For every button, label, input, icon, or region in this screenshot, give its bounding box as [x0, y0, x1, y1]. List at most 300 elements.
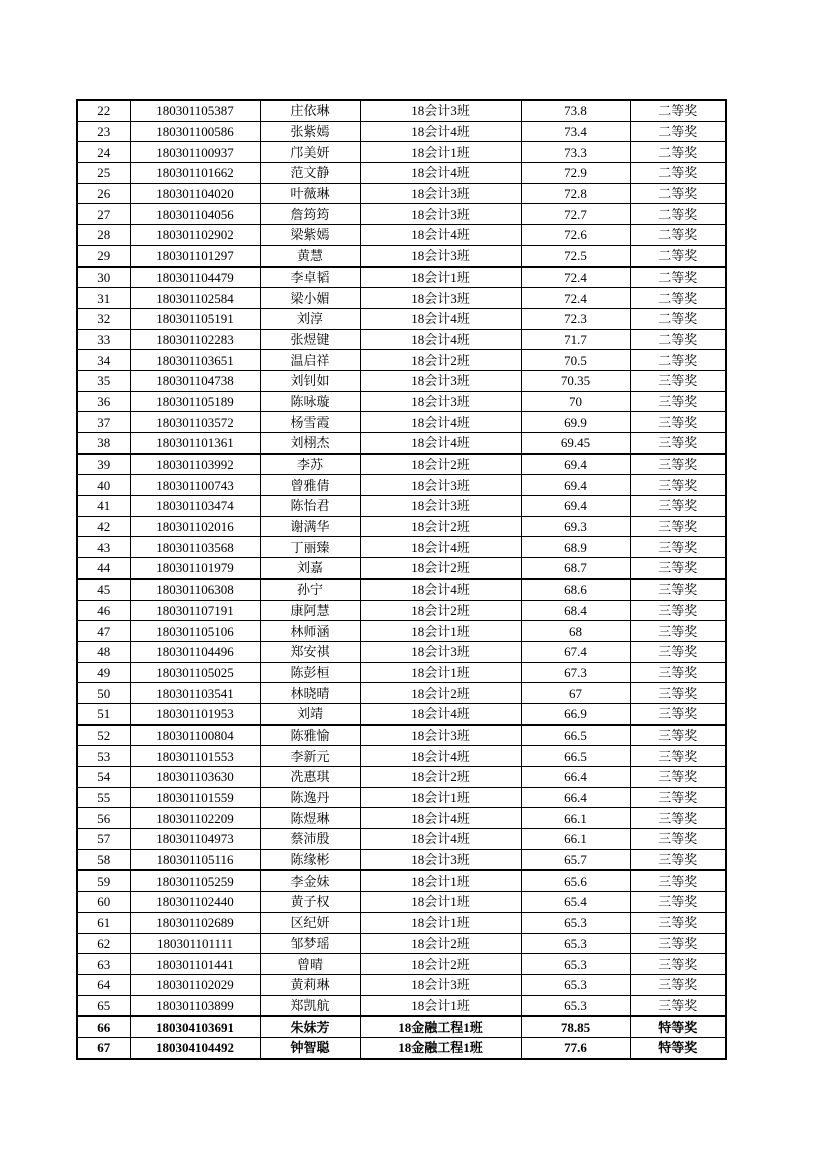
award-cell: 三等奖: [630, 808, 726, 829]
name-cell: 区纪妍: [260, 912, 360, 933]
student-id-cell: 180301103474: [130, 496, 260, 517]
score-cell: 73.8: [521, 100, 630, 121]
table-row: [77, 808, 726, 829]
award-cell: 二等奖: [630, 225, 726, 246]
class-cell: 18金融工程1班: [360, 1016, 521, 1037]
rank-cell: 65: [77, 995, 130, 1016]
score-cell: 66.5: [521, 746, 630, 767]
name-cell: 梁小媚: [260, 288, 360, 309]
score-cell: 65.4: [521, 892, 630, 913]
student-id-cell: 180301104020: [130, 183, 260, 204]
name-cell: 刘淳: [260, 308, 360, 329]
class-cell: 18会计4班: [360, 746, 521, 767]
score-cell: 72.4: [521, 288, 630, 309]
student-id-cell: 180301103568: [130, 537, 260, 558]
class-cell: 18会计1班: [360, 662, 521, 683]
table-row: [77, 746, 726, 767]
rank-cell: 53: [77, 746, 130, 767]
class-cell: 18会计1班: [360, 621, 521, 642]
class-cell: 18会计1班: [360, 142, 521, 163]
rank-cell: 24: [77, 142, 130, 163]
rank-cell: 25: [77, 163, 130, 184]
class-cell: 18会计3班: [360, 183, 521, 204]
class-cell: 18会计4班: [360, 163, 521, 184]
table-row: [77, 267, 726, 288]
rank-cell: 56: [77, 808, 130, 829]
rank-cell: 35: [77, 370, 130, 391]
class-cell: 18会计4班: [360, 225, 521, 246]
name-cell: 刘钊如: [260, 370, 360, 391]
student-id-cell: 180301107191: [130, 600, 260, 621]
rank-cell: 50: [77, 683, 130, 704]
table-row: [77, 391, 726, 412]
class-cell: 18会计4班: [360, 537, 521, 558]
name-cell: 陈逸丹: [260, 787, 360, 808]
award-cell: 三等奖: [630, 454, 726, 475]
table-row: [77, 849, 726, 870]
table-row: [77, 475, 726, 496]
table-row: [77, 621, 726, 642]
class-cell: 18会计2班: [360, 516, 521, 537]
score-cell: 71.7: [521, 329, 630, 350]
student-id-cell: 180301101111: [130, 933, 260, 954]
score-cell: 72.7: [521, 204, 630, 225]
student-id-cell: 180301101441: [130, 954, 260, 975]
score-cell: 66.5: [521, 725, 630, 746]
score-cell: 66.4: [521, 787, 630, 808]
student-id-cell: 180301102689: [130, 912, 260, 933]
award-cell: 三等奖: [630, 912, 726, 933]
award-cell: 二等奖: [630, 163, 726, 184]
rank-cell: 48: [77, 641, 130, 662]
table-row: [77, 703, 726, 724]
score-cell: 65.3: [521, 974, 630, 995]
name-cell: 陈彭桓: [260, 662, 360, 683]
score-cell: 68.9: [521, 537, 630, 558]
rank-cell: 62: [77, 933, 130, 954]
award-cell: 三等奖: [630, 954, 726, 975]
table-row: [77, 912, 726, 933]
award-cell: 三等奖: [630, 683, 726, 704]
class-cell: 18会计4班: [360, 808, 521, 829]
score-cell: 69.4: [521, 475, 630, 496]
name-cell: 范文静: [260, 163, 360, 184]
score-cell: 70.35: [521, 370, 630, 391]
award-cell: 三等奖: [630, 725, 726, 746]
rank-cell: 59: [77, 870, 130, 891]
class-cell: 18会计3班: [360, 245, 521, 266]
name-cell: 黄子权: [260, 892, 360, 913]
award-cell: 三等奖: [630, 579, 726, 600]
name-cell: 陈煜琳: [260, 808, 360, 829]
class-cell: 18会计2班: [360, 454, 521, 475]
table-row: [77, 454, 726, 475]
table-row: [77, 787, 726, 808]
award-cell: 二等奖: [630, 142, 726, 163]
student-id-cell: 180301102584: [130, 288, 260, 309]
score-cell: 65.3: [521, 954, 630, 975]
table-row: [77, 433, 726, 454]
rank-cell: 29: [77, 245, 130, 266]
table-row: [77, 142, 726, 163]
table-row: [77, 496, 726, 517]
score-cell: 72.4: [521, 267, 630, 288]
award-cell: 三等奖: [630, 370, 726, 391]
class-cell: 18会计3班: [360, 204, 521, 225]
student-id-cell: 180301102440: [130, 892, 260, 913]
student-id-cell: 180301104056: [130, 204, 260, 225]
score-cell: 66.1: [521, 829, 630, 850]
rank-cell: 54: [77, 767, 130, 788]
table-row: [77, 163, 726, 184]
name-cell: 蔡沛殷: [260, 829, 360, 850]
award-cell: 二等奖: [630, 350, 726, 371]
score-cell: 66.1: [521, 808, 630, 829]
award-cell: 三等奖: [630, 433, 726, 454]
name-cell: 李卓韬: [260, 267, 360, 288]
table-row: [77, 579, 726, 600]
class-cell: 18会计3班: [360, 475, 521, 496]
table-row: [77, 204, 726, 225]
award-cell: 三等奖: [630, 516, 726, 537]
award-cell: 三等奖: [630, 537, 726, 558]
student-id-cell: 180301101953: [130, 703, 260, 724]
rank-cell: 47: [77, 621, 130, 642]
student-id-cell: 180301102029: [130, 974, 260, 995]
class-cell: 18会计4班: [360, 433, 521, 454]
name-cell: 刘栩杰: [260, 433, 360, 454]
student-id-cell: 180301106308: [130, 579, 260, 600]
score-cell: 69.3: [521, 516, 630, 537]
class-cell: 18会计4班: [360, 308, 521, 329]
rank-cell: 36: [77, 391, 130, 412]
award-cell: 二等奖: [630, 267, 726, 288]
score-cell: 69.4: [521, 454, 630, 475]
score-cell: 69.45: [521, 433, 630, 454]
class-cell: 18会计3班: [360, 496, 521, 517]
student-id-cell: 180301105259: [130, 870, 260, 891]
class-cell: 18会计1班: [360, 892, 521, 913]
rank-cell: 57: [77, 829, 130, 850]
class-cell: 18会计2班: [360, 558, 521, 579]
score-cell: 70.5: [521, 350, 630, 371]
table-row: [77, 1037, 726, 1058]
rank-cell: 64: [77, 974, 130, 995]
table-row: [77, 641, 726, 662]
award-cell: 三等奖: [630, 995, 726, 1016]
table-row: [77, 183, 726, 204]
table-row: [77, 662, 726, 683]
table-row: [77, 329, 726, 350]
class-cell: 18会计3班: [360, 641, 521, 662]
class-cell: 18会计4班: [360, 829, 521, 850]
score-cell: 77.6: [521, 1037, 630, 1058]
rank-cell: 23: [77, 121, 130, 142]
rank-cell: 51: [77, 703, 130, 724]
name-cell: 张紫嫣: [260, 121, 360, 142]
rank-cell: 38: [77, 433, 130, 454]
student-id-cell: 180301105387: [130, 100, 260, 121]
student-id-cell: 180301102283: [130, 329, 260, 350]
name-cell: 张煜键: [260, 329, 360, 350]
table-row: [77, 1016, 726, 1037]
rank-cell: 41: [77, 496, 130, 517]
rank-cell: 26: [77, 183, 130, 204]
name-cell: 冼惠琪: [260, 767, 360, 788]
award-cell: 三等奖: [630, 849, 726, 870]
student-id-cell: 180301105106: [130, 621, 260, 642]
rank-cell: 52: [77, 725, 130, 746]
name-cell: 孙宁: [260, 579, 360, 600]
student-id-cell: 180301102902: [130, 225, 260, 246]
score-cell: 72.3: [521, 308, 630, 329]
student-id-cell: 180301100743: [130, 475, 260, 496]
score-cell: 68.4: [521, 600, 630, 621]
award-cell: 三等奖: [630, 746, 726, 767]
class-cell: 18会计3班: [360, 391, 521, 412]
score-cell: 68: [521, 621, 630, 642]
name-cell: 曾雅倩: [260, 475, 360, 496]
class-cell: 18会计2班: [360, 933, 521, 954]
name-cell: 黄慧: [260, 245, 360, 266]
score-cell: 78.85: [521, 1016, 630, 1037]
name-cell: 郑凯航: [260, 995, 360, 1016]
table-row: [77, 370, 726, 391]
student-id-cell: 180301103899: [130, 995, 260, 1016]
rank-cell: 66: [77, 1016, 130, 1037]
award-cell: 三等奖: [630, 412, 726, 433]
award-cell: 三等奖: [630, 641, 726, 662]
name-cell: 陈咏璇: [260, 391, 360, 412]
rank-cell: 27: [77, 204, 130, 225]
name-cell: 钟智聪: [260, 1037, 360, 1058]
class-cell: 18会计1班: [360, 787, 521, 808]
student-id-cell: 180301104496: [130, 641, 260, 662]
table-row: [77, 892, 726, 913]
score-cell: 68.6: [521, 579, 630, 600]
table-row: [77, 933, 726, 954]
class-cell: 18会计3班: [360, 725, 521, 746]
award-cell: 三等奖: [630, 870, 726, 891]
award-cell: 二等奖: [630, 308, 726, 329]
class-cell: 18会计3班: [360, 100, 521, 121]
class-cell: 18会计4班: [360, 412, 521, 433]
student-id-cell: 180301100804: [130, 725, 260, 746]
award-cell: 特等奖: [630, 1016, 726, 1037]
score-cell: 67: [521, 683, 630, 704]
student-id-cell: 180301101297: [130, 245, 260, 266]
table-row: [77, 558, 726, 579]
award-cell: 二等奖: [630, 100, 726, 121]
award-cell: 二等奖: [630, 329, 726, 350]
award-cell: 二等奖: [630, 204, 726, 225]
rank-cell: 58: [77, 849, 130, 870]
rank-cell: 22: [77, 100, 130, 121]
student-id-cell: 180301104738: [130, 370, 260, 391]
rank-cell: 40: [77, 475, 130, 496]
rank-cell: 45: [77, 579, 130, 600]
student-id-cell: 180301101662: [130, 163, 260, 184]
award-cell: 三等奖: [630, 621, 726, 642]
table-row: [77, 288, 726, 309]
award-table-body: [77, 100, 726, 1059]
student-id-cell: 180301103630: [130, 767, 260, 788]
award-cell: 二等奖: [630, 183, 726, 204]
name-cell: 丁丽臻: [260, 537, 360, 558]
award-cell: 三等奖: [630, 767, 726, 788]
name-cell: 刘靖: [260, 703, 360, 724]
name-cell: 陈怡君: [260, 496, 360, 517]
score-cell: 72.6: [521, 225, 630, 246]
rank-cell: 42: [77, 516, 130, 537]
score-cell: 67.4: [521, 641, 630, 662]
student-id-cell: 180301103541: [130, 683, 260, 704]
student-id-cell: 180301103651: [130, 350, 260, 371]
score-cell: 72.8: [521, 183, 630, 204]
rank-cell: 34: [77, 350, 130, 371]
award-cell: 三等奖: [630, 892, 726, 913]
award-cell: 三等奖: [630, 662, 726, 683]
rank-cell: 30: [77, 267, 130, 288]
name-cell: 谢满华: [260, 516, 360, 537]
name-cell: 庄依琳: [260, 100, 360, 121]
rank-cell: 33: [77, 329, 130, 350]
table-row: [77, 600, 726, 621]
rank-cell: 43: [77, 537, 130, 558]
class-cell: 18会计1班: [360, 912, 521, 933]
rank-cell: 44: [77, 558, 130, 579]
student-id-cell: 180301103572: [130, 412, 260, 433]
name-cell: 陈缘彬: [260, 849, 360, 870]
class-cell: 18会计4班: [360, 329, 521, 350]
rank-cell: 61: [77, 912, 130, 933]
award-cell: 二等奖: [630, 245, 726, 266]
rank-cell: 60: [77, 892, 130, 913]
table-row: [77, 537, 726, 558]
table-row: [77, 100, 726, 121]
score-cell: 73.3: [521, 142, 630, 163]
award-table: [76, 99, 727, 1060]
table-row: [77, 829, 726, 850]
student-id-cell: 180301104479: [130, 267, 260, 288]
student-id-cell: 180301102016: [130, 516, 260, 537]
award-cell: 三等奖: [630, 475, 726, 496]
table-row: [77, 308, 726, 329]
award-cell: 特等奖: [630, 1037, 726, 1058]
name-cell: 曾晴: [260, 954, 360, 975]
award-cell: 三等奖: [630, 600, 726, 621]
class-cell: 18会计2班: [360, 767, 521, 788]
rank-cell: 39: [77, 454, 130, 475]
student-id-cell: 180301105116: [130, 849, 260, 870]
award-cell: 二等奖: [630, 121, 726, 142]
table-row: [77, 516, 726, 537]
name-cell: 温启祥: [260, 350, 360, 371]
score-cell: 73.4: [521, 121, 630, 142]
student-id-cell: 180301104973: [130, 829, 260, 850]
class-cell: 18会计2班: [360, 600, 521, 621]
score-cell: 72.5: [521, 245, 630, 266]
name-cell: 黄莉琳: [260, 974, 360, 995]
class-cell: 18会计2班: [360, 350, 521, 371]
score-cell: 69.9: [521, 412, 630, 433]
name-cell: 邝美妍: [260, 142, 360, 163]
award-cell: 三等奖: [630, 703, 726, 724]
name-cell: 梁紫嫣: [260, 225, 360, 246]
student-id-cell: 180301101361: [130, 433, 260, 454]
award-cell: 三等奖: [630, 829, 726, 850]
award-cell: 三等奖: [630, 558, 726, 579]
name-cell: 康阿慧: [260, 600, 360, 621]
class-cell: 18会计1班: [360, 870, 521, 891]
student-id-cell: 180301101979: [130, 558, 260, 579]
class-cell: 18会计1班: [360, 995, 521, 1016]
name-cell: 郑安祺: [260, 641, 360, 662]
student-id-cell: 180301105191: [130, 308, 260, 329]
name-cell: 林师涵: [260, 621, 360, 642]
award-cell: 二等奖: [630, 288, 726, 309]
class-cell: 18会计3班: [360, 288, 521, 309]
student-id-cell: 180301105189: [130, 391, 260, 412]
class-cell: 18金融工程1班: [360, 1037, 521, 1058]
table-row: [77, 121, 726, 142]
score-cell: 65.3: [521, 933, 630, 954]
student-id-cell: 180301100937: [130, 142, 260, 163]
name-cell: 叶薇琳: [260, 183, 360, 204]
name-cell: 李苏: [260, 454, 360, 475]
table-row: [77, 245, 726, 266]
score-cell: 65.7: [521, 849, 630, 870]
name-cell: 朱妹芳: [260, 1016, 360, 1037]
name-cell: 邹梦瑶: [260, 933, 360, 954]
student-id-cell: 180301102209: [130, 808, 260, 829]
award-cell: 三等奖: [630, 496, 726, 517]
score-cell: 65.3: [521, 995, 630, 1016]
class-cell: 18会计2班: [360, 954, 521, 975]
name-cell: 刘嘉: [260, 558, 360, 579]
award-cell: 三等奖: [630, 391, 726, 412]
rank-cell: 55: [77, 787, 130, 808]
student-id-cell: 180301103992: [130, 454, 260, 475]
award-cell: 三等奖: [630, 974, 726, 995]
student-id-cell: 180301100586: [130, 121, 260, 142]
rank-cell: 31: [77, 288, 130, 309]
class-cell: 18会计3班: [360, 974, 521, 995]
table-row: [77, 350, 726, 371]
score-cell: 65.6: [521, 870, 630, 891]
table-row: [77, 767, 726, 788]
student-id-cell: 180301105025: [130, 662, 260, 683]
award-cell: 三等奖: [630, 933, 726, 954]
name-cell: 李金妹: [260, 870, 360, 891]
class-cell: 18会计4班: [360, 121, 521, 142]
table-row: [77, 725, 726, 746]
class-cell: 18会计2班: [360, 683, 521, 704]
score-cell: 65.3: [521, 912, 630, 933]
name-cell: 林晓晴: [260, 683, 360, 704]
name-cell: 詹筠筠: [260, 204, 360, 225]
score-cell: 67.3: [521, 662, 630, 683]
rank-cell: 67: [77, 1037, 130, 1058]
score-cell: 69.4: [521, 496, 630, 517]
rank-cell: 49: [77, 662, 130, 683]
score-cell: 68.7: [521, 558, 630, 579]
table-row: [77, 954, 726, 975]
score-cell: 66.9: [521, 703, 630, 724]
rank-cell: 32: [77, 308, 130, 329]
rank-cell: 37: [77, 412, 130, 433]
table-row: [77, 870, 726, 891]
